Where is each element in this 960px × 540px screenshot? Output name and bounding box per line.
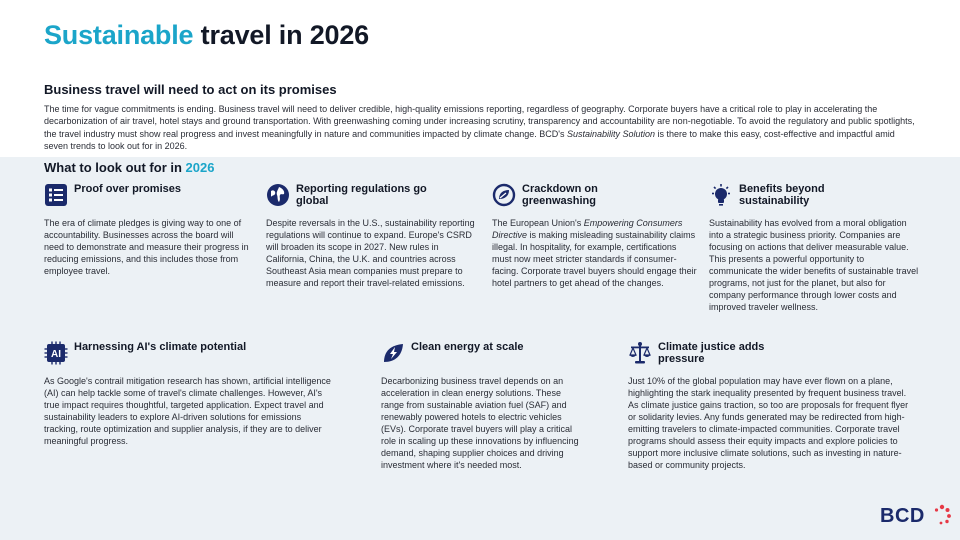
card-body: Decarbonizing business travel depends on an acceleration in clean energy solutions. These range from sustainable aviation fuel (SAF) and renewably powered hotels to electric vehicles (EVs). Corporate travel buyers will play a critical role in scaling up these innovations by influencing demand, shaping supplier choices and driving investment where it's needed most.: [381, 376, 579, 470]
card-body-text-2: is making misleading sustainability claims illegal. In hospitality, for example, certifications must now meet stricter standards if consumer-facing. Corporate travel buyers should engage their hotel partners to get ahead of the changes.: [492, 230, 697, 288]
card-body: Sustainability has evolved from a moral obligation into a strategic business priority. Companies are focusing on actions that deliver measurable value. This presents a powerful opportunity to communicate the wider benefits of sustainable travel programs, not just for the planet, but also for company performance through lower costs and improved traveler wellness.: [709, 218, 919, 312]
page-title: [44, 20, 369, 51]
trend-card-clean-energy: [381, 341, 581, 471]
card-body: Just 10% of the global population may have ever flown on a plane, highlighting the stark inequality presented by frequent business travel. As climate justice gains traction, so too are proposals for frequent flyer or solidarity levies. Any funds generated may be redirected from high-emitting travelers to climate-impacted communities. Corporate travel programs should assess their equity impacts and explore policies to support more inclusive climate solutions, such as investing in nature-based or community projects.: [628, 376, 909, 470]
card-heading: Climate justice adds pressure: [658, 341, 765, 365]
bcd-logo: [880, 503, 950, 529]
card-body: As Google's contrail mitigation research has shown, artificial intelligence (AI) can help tackle some of travel's climate challenges. However, AI's true impact requires thoughtful, targeted application. Expect travel and sustainability leaders to explore AI-driven solutions for emissions tracking, route optimization and supplier analysis, if they are to deliver meaningful progress.: [44, 376, 331, 446]
card-heading: Reporting regulations go global: [296, 183, 427, 207]
trend-card-climate-justice: [628, 341, 918, 471]
intro-text-1: The time for vague commitments is ending. Business travel will need to deliver credible, high-quality emissions reporting, regardless of geography. Corporate buyers have a critical role to play in accelerating the decarbonization of air travel, hotel stays and ground transportation. With greenwashing coming under increasing scrutiny, transparency and accountability are non-negotiable. To avoid the regulatory and public spotlights, the travel industry must show real progress and invest meaningfully in nature and communities impacted by climate change. BCD's: [44, 104, 915, 139]
section-title: [44, 160, 214, 175]
leaf-globe-icon: [492, 183, 516, 207]
trend-card-harnessing-ai: [44, 341, 334, 447]
card-heading: Benefits beyond sustainability: [739, 183, 825, 207]
globe-icon: [266, 183, 290, 207]
trend-card-proof-over-promises: [44, 183, 250, 277]
section-label: What to look out for in: [44, 160, 186, 175]
section-year: 2026: [185, 160, 215, 175]
card-body-text-1: The European Union's: [492, 218, 584, 228]
ai-chip-text: AI: [51, 349, 61, 360]
card-body: Despite reversals in the U.S., sustainability reporting regulations will continue to expand. Europe's CSRD will broaden its scope in 2027. New rules in California, China, the U.K. and countries across Southeast Asia mean companies must prepare to measure and report their travel-related emissions.: [266, 218, 475, 288]
card-heading: Harnessing AI's climate potential: [74, 341, 247, 353]
ai-chip-icon: [44, 341, 68, 365]
trend-card-reporting-regulations: [266, 183, 476, 289]
card-heading: Clean energy at scale: [411, 341, 524, 353]
lightbulb-icon: [709, 183, 733, 207]
trend-card-benefits-beyond: [709, 183, 919, 313]
logo-text: BCD: [880, 505, 925, 527]
logo-dots: [932, 503, 952, 527]
title-accent: Sustainable: [44, 20, 194, 50]
intro-text-2: is there to make this easy, cost-effective and impactful amid seven trends to look out for in 2026.: [44, 128, 895, 151]
lightning-leaf-icon: [381, 341, 405, 365]
intro-paragraph: [44, 103, 919, 152]
card-body-italic: Empowering Consumers Directive: [492, 218, 683, 240]
title-rest: travel in 2026: [193, 20, 369, 50]
checklist-icon: [44, 183, 68, 207]
trend-card-crackdown-greenwashing: [492, 183, 697, 289]
card-body: The era of climate pledges is giving way to one of accountability. Businesses across the board will need to demonstrate and measure their progress in reducing emissions, and this includes those from employee travel.: [44, 218, 249, 276]
card-heading: Crackdown on greenwashing: [522, 183, 598, 207]
card-body: [492, 217, 697, 289]
subtitle: Business travel will need to act on its promises: [44, 82, 337, 97]
card-heading: Proof over promises: [74, 183, 181, 195]
scales-icon: [628, 341, 652, 365]
intro-italic: Sustainability Solution: [566, 128, 656, 139]
